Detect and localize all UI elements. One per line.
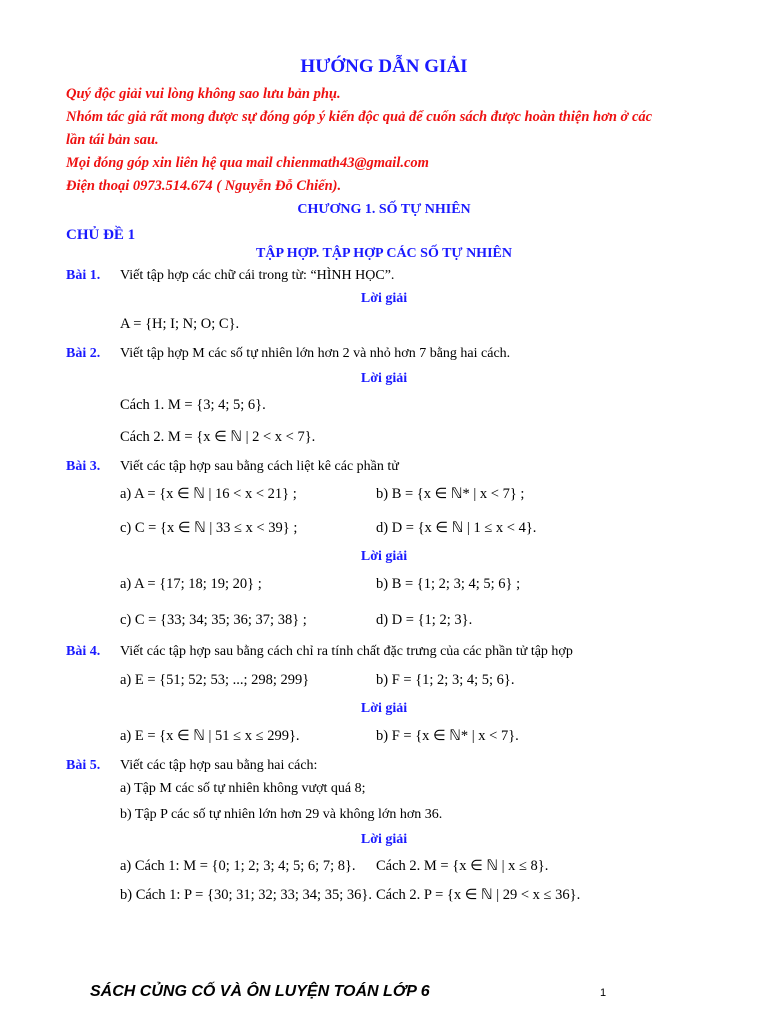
page-number: 1 <box>600 987 607 999</box>
problem-label: Bài 4. <box>66 644 101 659</box>
solution-heading: Lời giải <box>360 291 408 306</box>
section-heading: TẬP HỢP. TẬP HỢP CÁC SỐ TỰ NHIÊN <box>256 246 512 261</box>
notice-contact <box>66 155 429 172</box>
topic-heading: CHỦ ĐỀ 1 <box>66 227 136 243</box>
answer-a: a) A = {17; 18; 19; 20} ; <box>120 576 262 592</box>
answer-a1: a) Cách 1: M = {0; 1; 2; 3; 4; 5; 6; 7; 8}. <box>120 858 356 874</box>
problem-label: Bài 3. <box>66 459 101 474</box>
problem-label: Bài 2. <box>66 346 101 361</box>
answer-c: c) C = {33; 34; 35; 36; 37; 38} ; <box>120 612 307 628</box>
notice-text: Mọi đóng góp xin liên hệ qua mail <box>66 155 277 171</box>
question-c: c) C = {x ∈ ℕ | 33 ≤ x < 39} ; <box>120 520 298 536</box>
problem-text: Viết tập hợp M các số tự nhiên lớn hơn 2 và nhỏ hơn 7 bằng hai cách. <box>120 346 511 361</box>
problem-label: Bài 5. <box>66 758 101 773</box>
solution-heading: Lời giải <box>360 832 408 847</box>
solution-heading: Lời giải <box>360 701 408 716</box>
answer-a2: Cách 2. M = {x ∈ ℕ | x ≤ 8}. <box>376 858 549 874</box>
notice-phone: Điện thoại 0973.514.674 ( Nguyễn Đỗ Chiến). <box>66 178 342 194</box>
page-title: HƯỚNG DẪN GIẢI <box>300 56 468 77</box>
answer-d: d) D = {1; 2; 3}. <box>376 612 473 628</box>
answer-b1: b) Cách 1: P = {30; 31; 32; 33; 34; 35; 36}. <box>120 887 372 903</box>
notice-line: Quý độc giải vui lòng không sao lưu bản phụ. <box>66 86 341 102</box>
footer-book-title: SÁCH CỦNG CỐ VÀ ÔN LUYỆN TOÁN LỚP 6 <box>90 983 430 1000</box>
answer-a: a) E = {x ∈ ℕ | 51 ≤ x ≤ 299}. <box>120 728 300 744</box>
question-a: a) A = {x ∈ ℕ | 16 < x < 21} ; <box>120 486 297 502</box>
answer: Cách 2. M = {x ∈ ℕ | 2 < x < 7}. <box>120 429 316 445</box>
answer-b2: Cách 2. P = {x ∈ ℕ | 29 < x ≤ 36}. <box>376 887 581 903</box>
question-a: a) Tập M các số tự nhiên không vượt quá 8; <box>120 781 366 796</box>
problem-text: Viết tập hợp các chữ cái trong từ: “HÌNH HỌC”. <box>120 268 395 283</box>
chapter-heading: CHƯƠNG 1. SỐ TỰ NHIÊN <box>297 202 471 217</box>
answer: Cách 1. M = {3; 4; 5; 6}. <box>120 397 266 413</box>
problem-label: Bài 1. <box>66 268 101 283</box>
problem-text: Viết các tập hợp sau bằng hai cách: <box>120 758 318 773</box>
notice-line: lần tái bản sau. <box>66 132 159 148</box>
answer-b: b) B = {1; 2; 3; 4; 5; 6} ; <box>376 576 521 592</box>
question-b: b) F = {1; 2; 3; 4; 5; 6}. <box>376 672 515 688</box>
question-b: b) B = {x ∈ ℕ* | x < 7} ; <box>376 486 525 502</box>
solution-heading: Lời giải <box>360 371 408 386</box>
question-a: a) E = {51; 52; 53; ...; 298; 299} <box>120 672 310 688</box>
solution-heading: Lời giải <box>360 549 408 564</box>
problem-text: Viết các tập hợp sau bằng cách liệt kê các phần tử <box>120 459 399 474</box>
question-b: b) Tập P các số tự nhiên lớn hơn 29 và không lớn hơn 36. <box>120 807 443 822</box>
answer-b: b) F = {x ∈ ℕ* | x < 7}. <box>376 728 519 744</box>
answer: A = {H; I; N; O; C}. <box>120 316 240 332</box>
problem-text: Viết các tập hợp sau bằng cách chỉ ra tính chất đặc trưng của các phần tử tập hợp <box>120 644 573 659</box>
notice-line: Nhóm tác giả rất mong được sự đóng góp ý kiến độc quả để cuốn sách được hoàn thiện hơn ở các <box>66 109 653 125</box>
email-link[interactable]: chienmath43@gmail.com <box>276 155 429 171</box>
question-d: d) D = {x ∈ ℕ | 1 ≤ x < 4}. <box>376 520 537 536</box>
